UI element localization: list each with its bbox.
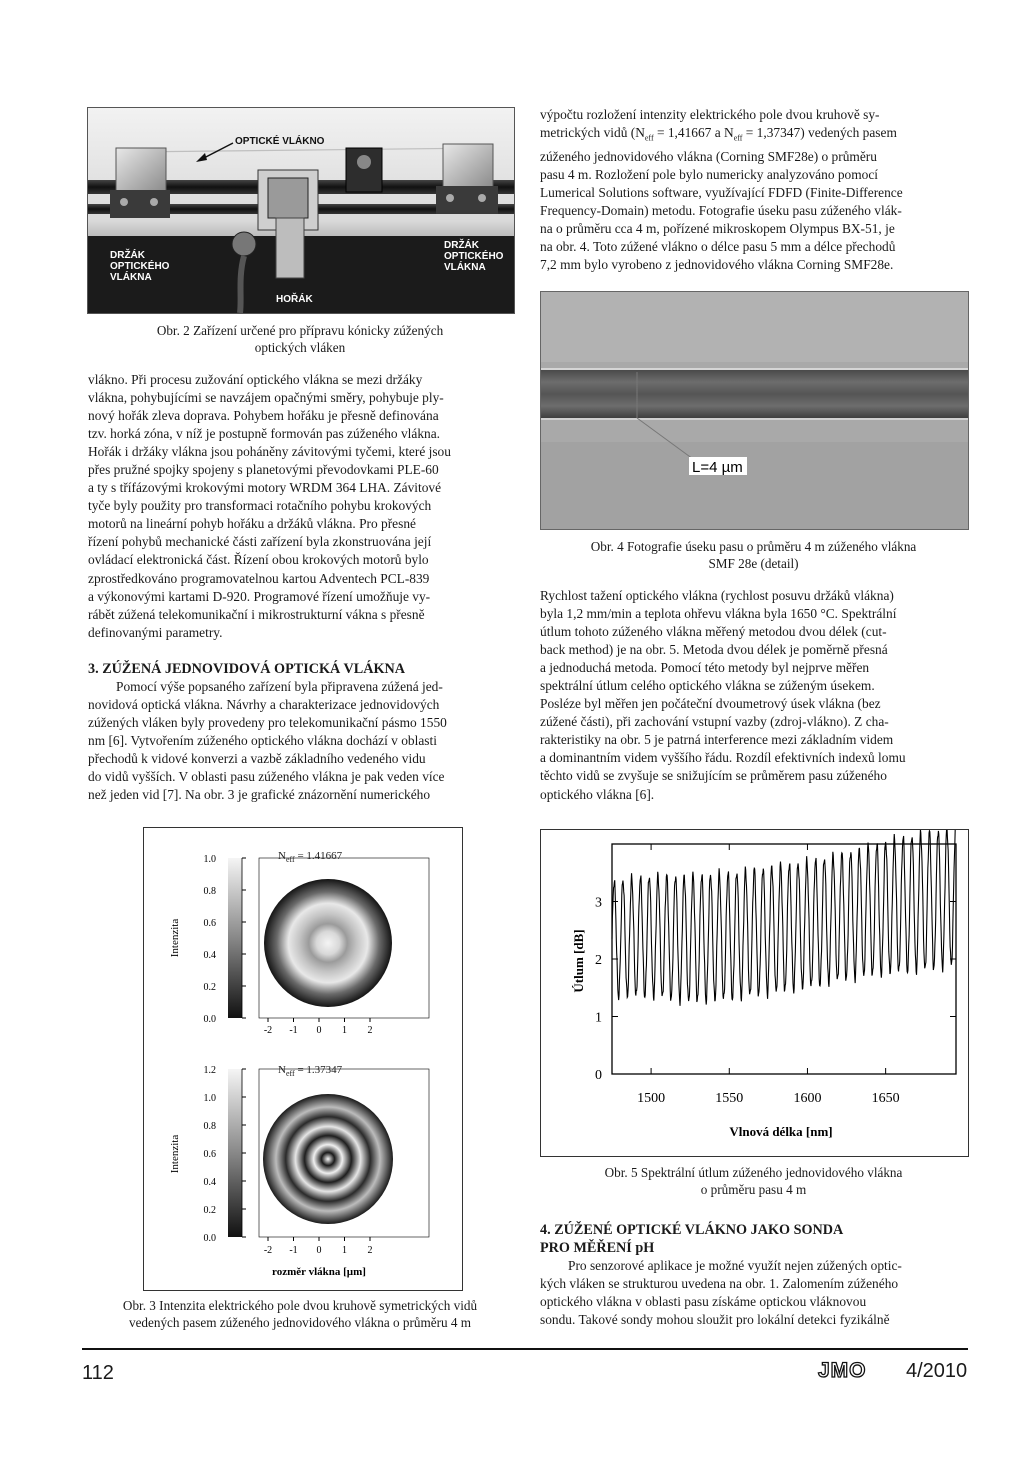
x-tick-label: 1650	[871, 1091, 900, 1106]
text-line: a výkonovými kartami D-920. Programové řízení umožňuje vy-	[88, 588, 431, 604]
holder-right-label-2: OPTICKÉHO	[444, 251, 504, 262]
text-line: zúžené části), při zachování vstupní vazby (zdroj-vlákno). Z cha-	[540, 714, 889, 730]
colorbar-tick-label: 0.4	[203, 1177, 216, 1188]
neff-label-top	[278, 850, 343, 864]
colorbar-tick-label: 0.0	[203, 1233, 216, 1244]
figure-5-chart	[540, 829, 969, 1157]
figure-3-caption-line-1: Obr. 3 Intenzita elektrického pole dvou kruhově symetrických vidů	[122, 1298, 478, 1313]
burner-label: HOŘÁK	[276, 294, 313, 305]
x-tick-label: 1500	[637, 1091, 666, 1106]
figure-3-caption-line-2: vedených pasem zúženého jednovidového vlákna o průměru 4 m	[128, 1314, 472, 1330]
mode-profile-1	[264, 879, 392, 1007]
text-line: Hořák i držáky vlákna jsou poháněny závitovými tyčemi, které jsou	[88, 444, 451, 460]
text-line: novidová optická vlákna. Návrhy a charakterizace jednovidových	[88, 696, 440, 712]
figure-2-caption-line-1: Obr. 2 Zařízení určené pro přípravu kónicky zúžených	[156, 323, 444, 338]
text-line: 7,2 mm bylo vyrobeno z jednovidového vlákna Corning SMF28e.	[540, 257, 894, 273]
figure-5-caption	[540, 1165, 967, 1198]
x-axis-label: Vlnová délka [nm]	[729, 1124, 833, 1139]
colorbar-tick-label: 0.0	[203, 1014, 216, 1025]
text-line: těchto vidů se zvyšuje se snižujícím se průměrem pasu zúženého	[540, 768, 887, 784]
text-line: vlákno. Při procesu zužování optického vlákna se mezi držáky	[88, 372, 423, 387]
text-line: a ty s třífázovými krokovými motory WRDM 364 LHA. Závitové	[88, 480, 442, 496]
x-tick-label: -2	[263, 1245, 273, 1256]
right-column-mid	[540, 587, 967, 804]
xlabel: rozměr vlákna [µm]	[272, 1266, 366, 1278]
right-column-intro	[540, 106, 966, 274]
neff-label-bottom	[278, 1064, 343, 1078]
text-line: do vidů vyšších. V oblasti pasu zúženého vlákna je pak veden více	[88, 768, 445, 784]
left-column	[88, 371, 514, 804]
x-tick-label: 0	[316, 1025, 322, 1036]
text-line: zprostředkováno programovatelnou kartou Adventech PCL-839	[88, 570, 430, 586]
footer-rule	[82, 1348, 968, 1350]
figure-4-micrograph	[540, 291, 969, 530]
figure-4-caption	[540, 539, 967, 572]
x-tick-label: 0	[316, 1245, 322, 1256]
mode-profile-2	[263, 1094, 393, 1224]
figure-2-photo	[87, 107, 515, 314]
x-tick-label: 1600	[793, 1091, 822, 1106]
text-line: nm [6]. Vytvořením zúženého optického vlákna dochází v oblasti	[88, 732, 437, 748]
neff-symbol: N	[278, 850, 286, 862]
neff-subscript: eff	[285, 855, 295, 864]
figure-2-caption	[87, 323, 513, 356]
text-line: na o průměru cca 4 m, pořízené mikroskopem Olympus BX-51, je	[540, 220, 895, 236]
text-line: Lumerical Solutions software, využívající FDFD (Finite-Difference	[540, 184, 903, 200]
text-line: kých vláken se strukturou uvedena na obr. 1. Zalomením zúženého	[540, 1276, 899, 1292]
x-ticks-top	[264, 1018, 373, 1036]
apparatus-photo-illustration	[88, 108, 514, 313]
figure-5-caption-line-1: Obr. 5 Spektrální útlum zúženého jednovidového vlákna	[604, 1165, 903, 1180]
x-tick-label: 1550	[715, 1091, 744, 1106]
text-line: zúženého jednovidového vlákna (Corning SMF28e) o průměru	[540, 148, 877, 164]
paragraph-apparatus	[88, 371, 514, 642]
text-line: přes pružné spojky spojeny s planetovými převodovkami PLE-60	[88, 462, 439, 478]
text-line: pasu 4 m. Rozložení pole bylo numericky analyzováno pomocí	[540, 166, 879, 182]
text-line: rábět zúžená telekomunikační i mikrostrukturní vákna s přesně	[88, 606, 425, 622]
page-number: 112	[82, 1362, 114, 1384]
neff-subscript: eff	[285, 1069, 295, 1078]
figure-2-caption-line-2: optických vláken	[254, 339, 346, 355]
y-tick-label: 0	[595, 1068, 602, 1083]
text-line: rakteristiky na obr. 5 je patrná interference mezi základním videm	[540, 732, 894, 748]
paragraph-section-3	[88, 678, 514, 804]
scale-label: L=4 µm	[692, 459, 743, 476]
figure-4-caption-line-1: Obr. 4 Fotografie úseku pasu o průměru 4 m zúženého vlákna	[590, 539, 917, 554]
paragraph-intro-right	[540, 106, 966, 274]
text-line: back method) je na obr. 5. Metoda dvou délek je poměrně přesná	[540, 642, 888, 658]
section-4-heading-line-1: 4. ZÚŽENÉ OPTICKÉ VLÁKNO JAKO SONDA	[540, 1222, 844, 1238]
figure-3-caption	[70, 1298, 530, 1331]
colorbar-tick-label: 1.2	[203, 1065, 216, 1076]
holder-left-label-1: DRŽÁK	[110, 250, 145, 261]
text-line: Frequency-Domain) metodu. Fotografie úseku pasu zúženého vlák-	[540, 202, 902, 218]
text-line: řízení pohybů mechanické části zařízení byla zkonstruována její	[88, 534, 432, 550]
text-line: přechodů k vidové konverzi a vazbě základního vedeného vidu	[88, 750, 426, 766]
y-axis-label: Útlum [dB]	[571, 929, 586, 993]
holder-right-label-1: DRŽÁK	[444, 240, 479, 251]
figure-4-caption-line-2: SMF 28e (detail)	[708, 555, 799, 571]
text-span: = 1,37347) vedených pasem	[742, 125, 897, 141]
section-4	[540, 1221, 967, 1329]
x-tick-label: 2	[367, 1245, 373, 1256]
x-tick-label: -1	[289, 1245, 298, 1256]
colorbar-bottom	[228, 1069, 242, 1237]
text-line: optického vlákna v oblasti pasu získáme optickou vláknovou	[540, 1294, 867, 1310]
subscript: eff	[644, 133, 654, 143]
colorbar-tick-label: 0.4	[203, 950, 216, 961]
y-tick-label: 2	[595, 953, 602, 968]
colorbar-tick-label: 0.2	[203, 1205, 216, 1216]
text-line: na obr. 4. Toto zúžené vlákno o délce pasu 5 mm a délce přechodů	[540, 239, 896, 254]
text-line: útlum tohoto zúženého vlákna měřený metodou dvou délek (cut-	[540, 624, 887, 640]
x-tick-label: -2	[263, 1025, 273, 1036]
text-span: metrických vidů (N	[540, 125, 645, 141]
text-line: spektrální útlum celého optického vlákna se zúženým úsekem.	[540, 678, 875, 694]
x-ticks-bottom	[264, 1237, 373, 1256]
text-line: optického vlákna [6].	[540, 786, 655, 802]
section-3-heading: 3. ZÚŽENÁ JEDNOVIDOVÁ OPTICKÁ VLÁKNA	[88, 660, 406, 677]
text-line: Rychlost tažení optického vlákna (rychlost posuvu držáků vlákna)	[540, 588, 894, 603]
text-span: výpočtu rozložení intenzity elektrického pole dvou kruhově sy-	[540, 107, 880, 122]
text-line: Pomocí výše popsaného zařízení byla připravena zúžená jed-	[116, 678, 443, 694]
x-tick-label: 2	[367, 1025, 373, 1036]
figure-3-intensity-maps	[143, 827, 463, 1291]
text-line: zúžených vláken byly provedeny pro telekomunikační pásmo 1550	[88, 714, 447, 730]
holder-left-label-3: VLÁKNA	[110, 272, 152, 283]
colorbar-tick-label: 0.8	[203, 1121, 216, 1132]
x-tick-label: 1	[342, 1025, 347, 1036]
holder-left-label-2: OPTICKÉHO	[110, 261, 170, 272]
text-line: a dominantním videm vyššího řádu. Rozdíl efektivních indexů lomu	[540, 750, 906, 766]
text-line: definovanými parametry.	[88, 624, 223, 640]
subscript: eff	[733, 133, 743, 143]
text-line: motorů na lineární pohyb hořáku a držáků vlákna. Pro přesné	[88, 516, 416, 532]
y-tick-label: 3	[595, 895, 602, 911]
neff-symbol: N	[278, 1064, 286, 1076]
text-span: = 1,41667 a N	[653, 125, 734, 141]
text-line: než jeden vid [7]. Na obr. 3 je grafické znázornění numerického	[88, 786, 431, 802]
neff-value-top: = 1.41667	[294, 850, 343, 862]
colorbar-tick-label: 0.6	[203, 1149, 216, 1160]
y-tick-label: 1	[595, 1010, 602, 1026]
text-line: ovládací elektronická část. Řízení obou krokových motorů bylo	[88, 552, 429, 568]
colorbar-tick-label: 0.2	[203, 982, 216, 993]
text-line: a jednoduchá metoda. Pomocí této metody byl nejprve měřen	[540, 660, 870, 676]
text-line: vlákna, pohybujícími se navzájem opačnými směry, pohybuje ply-	[88, 390, 444, 406]
x-tick-label: -1	[289, 1025, 298, 1036]
issue-number: 4/2010	[906, 1360, 968, 1382]
colorbar-tick-label: 0.6	[203, 918, 216, 929]
text-line: tzv. horká zóna, v níž je postupně formován pas zúženého vlákna.	[88, 426, 441, 442]
paragraph-spectral-loss	[540, 587, 967, 804]
ylabel-top: Intenzita	[169, 918, 181, 958]
intensity-maps-svg	[144, 828, 462, 1290]
holder-right-label-3: VLÁKNA	[444, 262, 486, 273]
journal-logo-text: JMO	[818, 1359, 867, 1382]
text-line: sondu. Takové sondy mohou sloužit pro lokální detekci fyzikálně	[540, 1312, 890, 1328]
text-line: Pro senzorové aplikace je možné využít nejen zúžených optic-	[568, 1258, 902, 1273]
neff-value-bottom: = 1.37347	[294, 1064, 343, 1076]
figure-5-caption-line-2: o průměru pasu 4 m	[700, 1181, 807, 1197]
journal-logo	[818, 1359, 867, 1383]
text-line: Posléze byl měřen jen počáteční dvoumetrový úsek vlákna (bez	[540, 696, 881, 712]
x-tick-label: 1	[342, 1245, 347, 1256]
colorbar-tick-label: 0.8	[203, 886, 216, 897]
section-4-heading-line-2: PRO MĚŘENÍ pH	[540, 1240, 655, 1256]
spectral-loss-chart	[541, 830, 968, 1156]
text-line: tyče byly použity pro transformaci rotačního pohybu krokových	[88, 498, 432, 514]
colorbar-top	[228, 858, 242, 1018]
fiber-waist-image	[541, 292, 968, 529]
fiber-label: OPTICKÉ VLÁKNO	[235, 136, 325, 147]
text-line: byla 1,2 mm/min a teplota ohřevu vlákna byla 1650 °C. Spektrální	[540, 606, 897, 622]
ylabel-bottom: Intenzita	[169, 1134, 181, 1174]
paragraph-section-4	[540, 1257, 967, 1329]
colorbar-tick-label: 1.0	[203, 854, 216, 865]
colorbar-tick-label: 1.0	[203, 1093, 216, 1104]
text-line: nový hořák zleva doprava. Pohybem hořáku je přesně definována	[88, 408, 439, 424]
